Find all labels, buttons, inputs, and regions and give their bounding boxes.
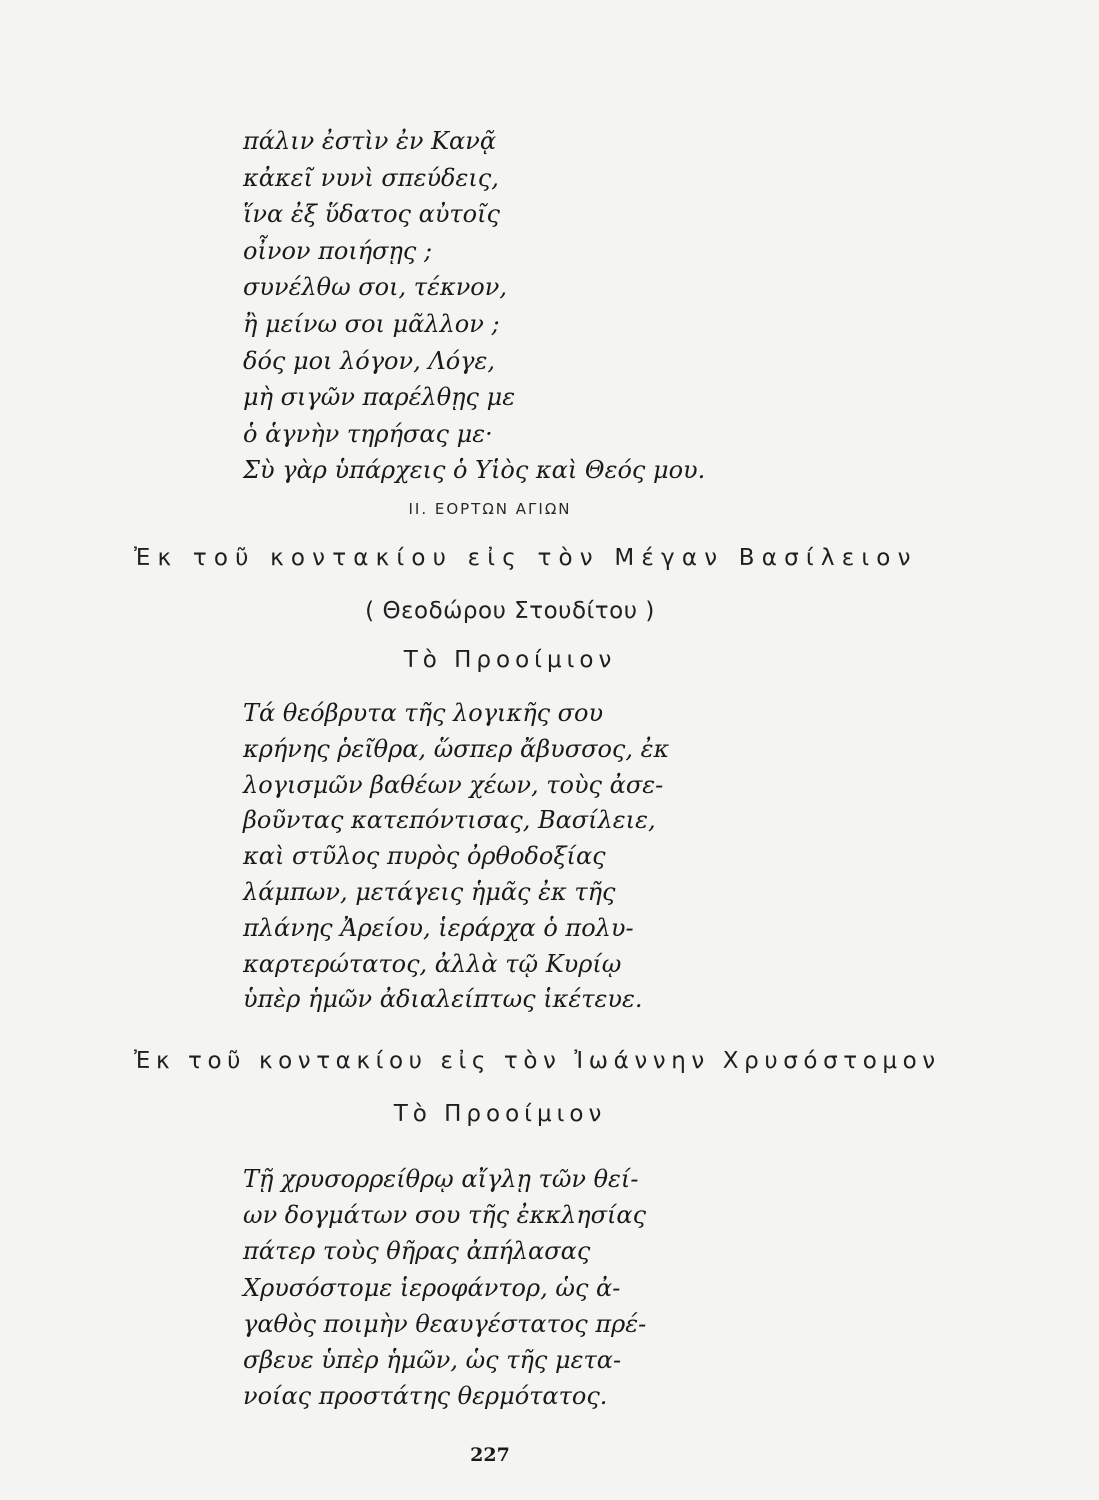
verse-line: λάμπων, μετάγεις ἡμᾶς ἐκ τῆς [243,877,616,906]
section-label: II. ΕΟΡΤΩΝ ΑΓΙΩΝ [408,500,572,518]
verse-line: νοίας προστάτης θερμότατος. [243,1382,608,1411]
verse-line: Σὺ γὰρ ὑπάρχεις ὁ Υἱὸς καὶ Θεός μου. [243,456,706,485]
verse-line: Τά θεόβρυτα τῆς λογικῆς σου [243,699,604,727]
verse-line: συνέλθω σοι, τέκνον, [243,273,507,302]
verse-line: οἶνον ποιήσῃς ; [243,236,433,265]
verse-line: καὶ στῦλος πυρὸς ὀρθοδοξίας [243,842,606,871]
verse-line: πάλιν ἐστὶν ἐν Κανᾷ [243,127,497,155]
kontakion-basil-heading: Ἐκ τοῦ κοντακίου εἰς τὸν Μέγαν Βασίλειον [134,545,918,571]
verse-line: Τῇ χρυσορρείθρῳ αἴγλῃ τῶν θεί- [243,1165,639,1193]
verse-line: βοῦντας κατεπόντισας, Βασίλειε, [243,806,656,835]
verse-line: λογισμῶν βαθέων χέων, τοὺς ἀσε- [243,770,664,799]
kontakion-chrysostom-text [243,1161,646,1414]
verse-line: καρτερώτατος, ἀλλὰ τῷ Κυρίῳ [243,949,622,978]
verse-line: κρήνης ῥεῖθρα, ὥσπερ ἄβυσσος, ἐκ [243,734,670,763]
verse-line: δός μοι λόγον, Λόγε, [243,346,495,375]
verse-line: πλάνης Ἀρείου, ἱεράρχα ὁ πολυ- [243,913,634,942]
verse-line: ων δογμάτων σου τῆς ἐκκλησίας [243,1201,647,1230]
verse-line: ἢ μείνω σοι μᾶλλον ; [243,309,500,338]
kontakion-basil-text [243,696,669,1018]
kontakion-chrysostom-heading: Ἐκ τοῦ κοντακίου εἰς τὸν Ἰωάννην Χρυσόστομον [134,1048,941,1074]
verse-line: ἵνα ἐξ ὕδατος αὐτοῖς [243,200,500,229]
verse-line: πάτερ τοὺς θῆρας ἀπήλασας [243,1237,591,1266]
verse-line: γαθὸς ποιμὴν θεαυγέστατος πρέ- [243,1309,647,1338]
kontakion-basil-attribution: ( Θεοδώρου Στουδίτου ) [365,598,655,624]
verse-line: κἀκεῖ νυνὶ σπεύδεις, [243,163,499,192]
page-number: 227 [470,1444,510,1466]
verse-line: Χρυσόστομε ἱεροφάντορ, ὡς ἀ- [243,1273,621,1302]
verse-line: μὴ σιγῶν παρέλθῃς με [243,383,516,412]
kontakion-basil-subtitle: Τὸ Προοίμιον [403,647,617,673]
verse-line: ὁ ἁγνὴν τηρήσας με· [243,419,493,448]
poem-top [243,123,705,489]
kontakion-chrysostom-subtitle: Τὸ Προοίμιον [393,1101,607,1127]
verse-line: ὑπὲρ ἡμῶν ἀδιαλείπτως ἱκέτευε. [243,985,643,1014]
verse-line: σβευε ὑπὲρ ἡμῶν, ὡς τῆς μετα- [243,1346,622,1375]
